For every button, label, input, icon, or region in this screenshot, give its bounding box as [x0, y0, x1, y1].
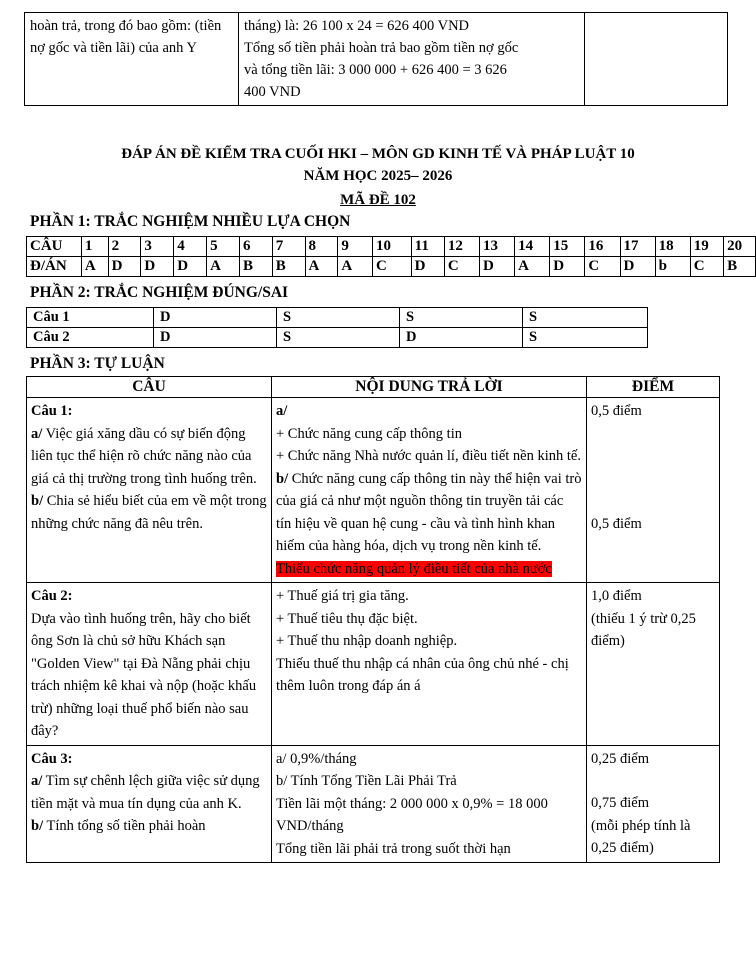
answer-cell: A — [305, 257, 338, 277]
document-title: ĐÁP ÁN ĐỀ KIỂM TRA CUỐI HKI – MÔN GD KINH TẾ VÀ PHÁP LUẬT 10 — [121, 146, 635, 162]
score-value: 0,75 điểm — [591, 795, 649, 811]
row-label: Đ/ÁN — [27, 257, 82, 277]
question-number-cell: 19 — [690, 237, 723, 257]
answer-cell: D — [620, 257, 655, 277]
answer-cell: D — [174, 257, 207, 277]
score-value: 1,0 điểm — [591, 588, 642, 604]
part-label: b/ — [31, 818, 44, 834]
answer-cell: A — [338, 257, 373, 277]
question-number-cell: 5 — [207, 237, 240, 257]
part-text: Chia sẻ hiểu biết của em về một trong những chức năng đã nêu trên. — [31, 493, 267, 532]
part-label: b/ — [31, 493, 44, 509]
answer-cell: S — [277, 308, 400, 328]
part-label: a/ — [31, 425, 43, 442]
question-label: Câu 2 — [27, 328, 154, 348]
part-text: Việc giá xăng dầu có sự biến động liên tục thể hiện rõ chức năng nào của giá cả thị trường trong tình huống trên. — [31, 425, 257, 487]
column-header-question: CÂU — [27, 377, 272, 398]
question-number-cell: 3 — [141, 237, 174, 257]
question-part-a — [31, 423, 267, 491]
score-value: 0,25 điểm — [591, 750, 649, 767]
question-text: Dựa vào tình huống trên, hãy cho biết ông Sơn là chủ sở hữu Khách sạn "Golden View" tại Đà Nẵng phải chịu trách nhiệm kê khai và nộp (hoặc khấu trừ) những loại thuế phổ biến nào sau đây? — [31, 610, 257, 739]
question-part-b — [31, 815, 267, 838]
answer-cell: D — [141, 257, 174, 277]
question-number-cell: 12 — [444, 237, 479, 257]
column-header-score: ĐIỂM — [587, 377, 720, 398]
question-text: hoàn trả, trong đó bao gồm: (tiền nợ gốc và tiền lãi) của anh Y — [30, 18, 222, 56]
score-cell — [587, 745, 720, 863]
question-cell — [25, 13, 239, 106]
question-title: Câu 2: — [31, 588, 73, 604]
spacer — [591, 423, 715, 513]
answer-cell: A — [515, 257, 550, 277]
answer-cell: B — [272, 257, 305, 277]
answer-part-b — [276, 468, 582, 558]
question-number-cell: 6 — [240, 237, 273, 257]
answer-cell: D — [480, 257, 515, 277]
score-value: 0,5 điểm — [591, 515, 642, 532]
answer-cell: B — [240, 257, 273, 277]
answer-cell: S — [277, 328, 400, 348]
question-number-cell: 8 — [305, 237, 338, 257]
table-row — [25, 13, 728, 106]
continued-answer-table — [24, 12, 728, 106]
question-number-cell: 7 — [272, 237, 305, 257]
answer-line: + Chức năng cung cấp thông tin — [276, 425, 462, 442]
question-number-cell: 14 — [515, 237, 550, 257]
answer-cell: A — [207, 257, 240, 277]
answer-cell: C — [690, 257, 723, 277]
score-cell — [584, 13, 727, 106]
answer-cell: S — [523, 308, 648, 328]
answer-label: a/ — [276, 403, 288, 419]
question-number-cell: 13 — [480, 237, 515, 257]
answer-cell: D — [550, 257, 585, 277]
answer-text: Chức năng cung cấp thông tin này thể hiện vai trò của giá cả như một nguồn thông tin truyền tải các tín hiệu về quan hệ cung - cầu và tình hình khan hiếm của hàng hóa, dịch vụ trong nền kinh tế. — [276, 470, 582, 554]
answer-cell: D — [400, 328, 523, 348]
part3-heading: PHẦN 3: TỰ LUẬN — [30, 355, 165, 372]
question-number-cell: 17 — [620, 237, 655, 257]
reviewer-note — [276, 558, 582, 581]
answer-cell — [239, 13, 585, 106]
score-note: (mỗi phép tính là 0,25 điểm) — [591, 817, 691, 856]
question-cell — [27, 398, 272, 583]
question-number-cell: 15 — [550, 237, 585, 257]
answer-label: b/ — [276, 470, 289, 487]
question-title: Câu 3: — [31, 750, 73, 767]
question-part-b — [31, 490, 267, 535]
table-row — [27, 328, 648, 348]
question-number-cell: 2 — [108, 237, 141, 257]
row-label: CÂU — [27, 237, 82, 257]
answer-line: tháng) là: 26 100 x 24 = 626 400 VND — [244, 18, 470, 34]
answer-line: + Thuế tiêu thụ đặc biệt. — [276, 610, 418, 627]
question-number-cell: 18 — [655, 237, 690, 257]
answer-line: a/ 0,9%/tháng — [276, 750, 357, 767]
answer-cell — [272, 745, 587, 863]
answer-cell: D — [108, 257, 141, 277]
answer-line: + Thuế thu nhập doanh nghiệp. — [276, 633, 458, 649]
question-number-cell: 11 — [411, 237, 444, 257]
answer-line: 400 VND — [244, 84, 301, 100]
answer-cell: C — [444, 257, 479, 277]
question-number-cell: 10 — [373, 237, 412, 257]
question-number-cell: 1 — [81, 237, 108, 257]
answer-cell: D — [154, 308, 277, 328]
answer-cell: D — [154, 328, 277, 348]
answer-cell: b — [655, 257, 690, 277]
answer-cell — [272, 583, 587, 746]
question-number-row — [27, 237, 756, 257]
answer-cell: D — [411, 257, 444, 277]
table-row — [27, 308, 648, 328]
question-part-a — [31, 770, 267, 815]
answer-cell: C — [585, 257, 620, 277]
spacer — [591, 770, 715, 792]
question-number-cell: 4 — [174, 237, 207, 257]
score-value: 0,5 điểm — [591, 403, 642, 419]
table-row — [27, 745, 720, 863]
answer-line: Tổng số tiền phải hoàn trả bao gồm tiền nợ gốc — [244, 40, 519, 56]
question-title: Câu 1: — [31, 403, 73, 419]
part2-heading: PHẦN 2: TRẮC NGHIỆM ĐÚNG/SAI — [30, 284, 289, 301]
score-cell — [587, 398, 720, 583]
answer-cell — [272, 398, 587, 583]
essay-answer-table — [26, 376, 720, 863]
true-false-answer-table — [26, 307, 648, 348]
column-header-content: NỘI DUNG TRẢ LỜI — [272, 377, 587, 398]
answer-cell: A — [81, 257, 108, 277]
table-row — [27, 398, 720, 583]
answer-row — [27, 257, 756, 277]
part1-heading: PHẦN 1: TRẮC NGHIỆM NHIỀU LỰA CHỌN — [30, 213, 351, 230]
part-label: a/ — [31, 773, 43, 789]
header-row — [27, 377, 720, 398]
answer-line: Thiếu thuế thu nhập cá nhân của ông chủ nhé - chị thêm luôn trong đáp án á — [276, 655, 569, 694]
question-label: Câu 1 — [27, 308, 154, 328]
answer-cell: B — [724, 257, 756, 277]
multiple-choice-answer-table — [26, 236, 756, 277]
exam-code-wrap — [0, 192, 756, 209]
exam-code: MÃ ĐỀ 102 — [340, 192, 416, 208]
question-cell — [27, 745, 272, 863]
school-year: NĂM HỌC 2025– 2026 — [303, 168, 453, 184]
part-text: Tính tổng số tiền phải hoàn — [43, 818, 206, 834]
question-cell — [27, 583, 272, 746]
score-note: (thiếu 1 ý trừ 0,25 điểm) — [591, 610, 696, 649]
answer-cell: C — [373, 257, 412, 277]
answer-cell: S — [523, 328, 648, 348]
question-number-cell: 20 — [724, 237, 756, 257]
answer-line: Tổng tiền lãi phải trả trong suốt thời hạn — [276, 840, 511, 857]
highlighted-note: Thiếu chức năng quản lý điều tiết của nhà nước — [276, 560, 552, 577]
answer-cell: S — [400, 308, 523, 328]
answer-line: + Chức năng Nhà nước quản lí, điều tiết nền kinh tế. — [276, 448, 581, 464]
part-text: Tìm sự chênh lệch giữa việc sử dụng tiền mặt và mua tín dụng của anh K. — [31, 773, 260, 812]
answer-line: b/ Tính Tổng Tiền Lãi Phải Trả — [276, 773, 457, 789]
question-number-cell: 16 — [585, 237, 620, 257]
answer-line: và tổng tiền lãi: 3 000 000 + 626 400 = 3 626 — [244, 62, 507, 78]
answer-line: + Thuế giá trị gia tăng. — [276, 588, 409, 604]
answer-line: Tiền lãi một tháng: 2 000 000 x 0,9% = 18 000 VND/tháng — [276, 795, 548, 834]
score-cell — [587, 583, 720, 746]
question-number-cell: 9 — [338, 237, 373, 257]
table-row — [27, 583, 720, 746]
